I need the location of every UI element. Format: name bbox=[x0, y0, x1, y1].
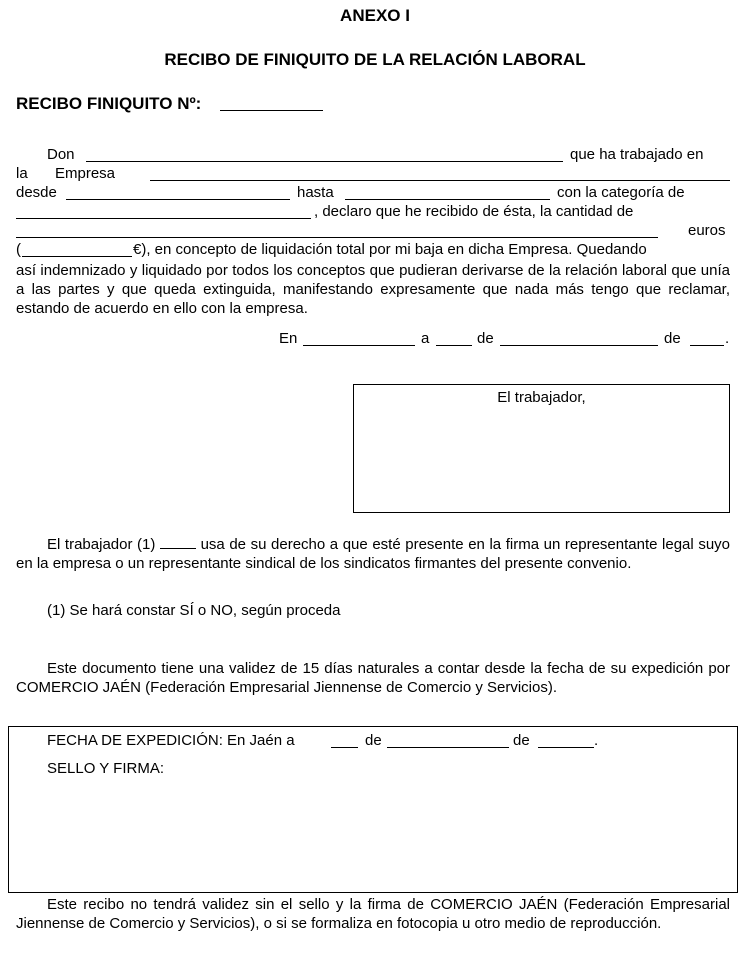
end-date-field[interactable] bbox=[345, 199, 550, 200]
receipt-number-label: RECIBO FINIQUITO Nº: bbox=[16, 94, 202, 113]
worker-name-field[interactable] bbox=[86, 161, 563, 162]
start-date-field[interactable] bbox=[66, 199, 290, 200]
desde-label: desde bbox=[16, 184, 57, 201]
month-field[interactable] bbox=[500, 345, 658, 346]
euros-label: euros bbox=[688, 222, 726, 239]
receipt-number-field[interactable] bbox=[220, 110, 323, 111]
annex-title: ANEXO I bbox=[340, 6, 410, 25]
issuance-box[interactable] bbox=[8, 726, 738, 893]
representative-note: (1) Se hará constar SÍ o NO, según proceda bbox=[47, 602, 341, 619]
representative-yes-no-field[interactable] bbox=[160, 535, 196, 549]
issuance-year-field[interactable] bbox=[538, 747, 594, 748]
category-field[interactable] bbox=[16, 218, 311, 219]
worked-in-text: que ha trabajado en bbox=[570, 146, 704, 163]
company-field[interactable] bbox=[150, 180, 730, 181]
empresa-label: Empresa bbox=[55, 165, 116, 182]
place-de1-label: de bbox=[477, 330, 494, 347]
concepto-text: €), en concepto de liquidación total por mi baja en dicha Empresa. Quedando bbox=[133, 241, 647, 258]
place-en-label: En bbox=[279, 330, 298, 347]
stamp-signature-label: SELLO Y FIRMA: bbox=[47, 760, 164, 777]
issuance-day-field[interactable] bbox=[331, 747, 358, 748]
footer-paragraph: Este recibo no tendrá validez sin el sello y la firma de COMERCIO JAÉN (Federación Empresarial Jiennense de Comercio y Servicios), o si se formaliza en fotocopia u otro medio de reproducción. bbox=[16, 896, 730, 932]
la-text: la bbox=[16, 165, 28, 182]
place-field[interactable] bbox=[303, 345, 415, 346]
paren-open: ( bbox=[16, 241, 21, 258]
worker-signature-box[interactable] bbox=[353, 384, 730, 513]
year-field[interactable] bbox=[690, 345, 724, 346]
declaro-text: , declaro que he recibido de ésta, la cantidad de bbox=[314, 203, 634, 220]
amount-number-field[interactable] bbox=[22, 256, 132, 257]
document-title: RECIBO DE FINIQUITO DE LA RELACIÓN LABORAL bbox=[164, 50, 586, 69]
issuance-end-dot: . bbox=[594, 732, 599, 749]
place-de2-label: de bbox=[664, 330, 681, 347]
day-field[interactable] bbox=[436, 345, 472, 346]
amount-words-field[interactable] bbox=[16, 237, 658, 238]
representative-prefix: El trabajador (1) bbox=[47, 536, 156, 553]
issuance-month-field[interactable] bbox=[387, 747, 509, 748]
category-label: con la categoría de bbox=[557, 184, 685, 201]
worker-signature-label: El trabajador, bbox=[497, 389, 586, 406]
hasta-label: hasta bbox=[297, 184, 334, 201]
place-a-label: a bbox=[421, 330, 430, 347]
don-label: Don bbox=[47, 146, 75, 163]
declaration-body: así indemnizado y liquidado por todos los conceptos que pudieran derivarse de la relación laboral que unía a las partes y que queda extinguida, manifestando expresamente que nada más tengo que reclamar, estando de acuerdo en ello con la empresa. bbox=[16, 262, 730, 317]
issuance-de1-label: de bbox=[365, 732, 382, 749]
representative-paragraph bbox=[16, 535, 730, 573]
representative-text: usa de su derecho a que esté presente en la firma un representante legal suyo en la empresa o un representante sindical de los sindicatos firmantes del presente convenio. bbox=[16, 536, 730, 572]
validity-paragraph: Este documento tiene una validez de 15 días naturales a contar desde la fecha de su expedición por COMERCIO JAÉN (Federación Empresarial Jiennense de Comercio y Servicios). bbox=[16, 660, 730, 696]
issuance-de2-label: de bbox=[513, 732, 530, 749]
place-end-dot: . bbox=[725, 330, 730, 347]
issuance-date-label: FECHA DE EXPEDICIÓN: En Jaén a bbox=[47, 732, 295, 749]
